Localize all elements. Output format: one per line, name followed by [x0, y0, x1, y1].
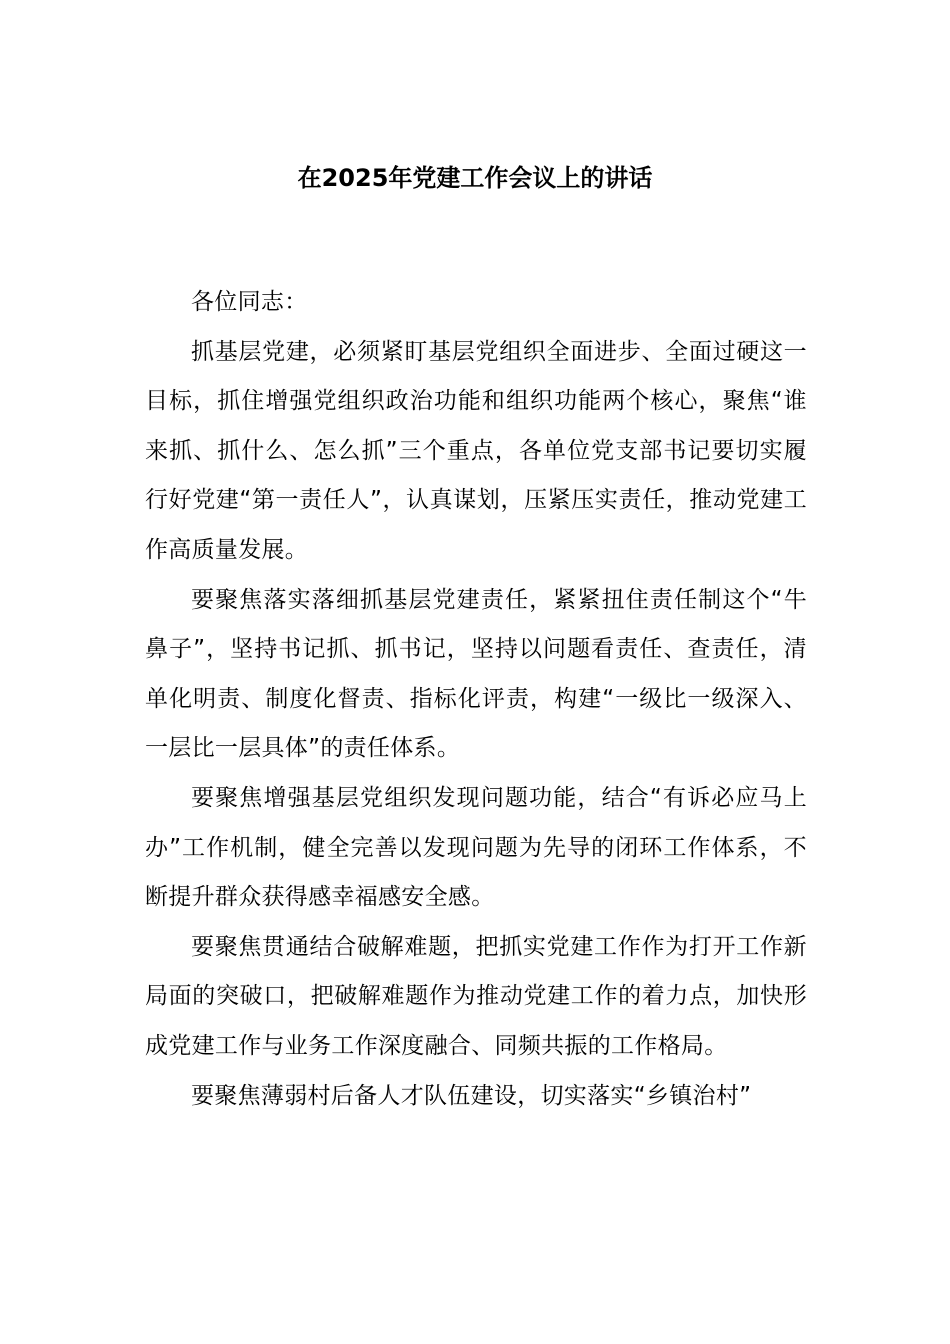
paragraph-3: 要聚焦增强基层党组织发现问题功能，结合“有诉必应马上办”工作机制，健全完善以发现问题为先导的闭环工作体系，不断提升群众获得感幸福感安全感。 [145, 784, 807, 911]
paragraph-1: 抓基层党建，必须紧盯基层党组织全面进步、全面过硬这一目标，抓住增强党组织政治功能和组织功能两个核心，聚焦“谁来抓、抓什么、怎么抓”三个重点，各单位党支部书记要切实履行好党建“第一责任人”，认真谋划，压紧压实责任，推动党建工作高质量发展。 [145, 338, 807, 563]
document-body [145, 278, 807, 1121]
salutation: 各位同志： [191, 289, 308, 315]
paragraph-2: 要聚焦落实落细抓基层党建责任，紧紧扭住责任制这个“牛鼻子”，坚持书记抓、抓书记，坚持以问题看责任、查责任，清单化明责、制度化督责、指标化评责，构建“一级比一级深入、一层比一层具体”的责任体系。 [145, 586, 807, 762]
document-title: 在2025年党建工作会议上的讲话 [297, 164, 653, 192]
paragraph-5: 要聚焦薄弱村后备人才队伍建设，切实落实“乡镇治村” [191, 1082, 752, 1109]
paragraph-4: 要聚焦贯通结合破解难题，把抓实党建工作作为打开工作新局面的突破口，把破解难题作为推动党建工作的着力点，加快形成党建工作与业务工作深度融合、同频共振的工作格局。 [145, 933, 807, 1059]
